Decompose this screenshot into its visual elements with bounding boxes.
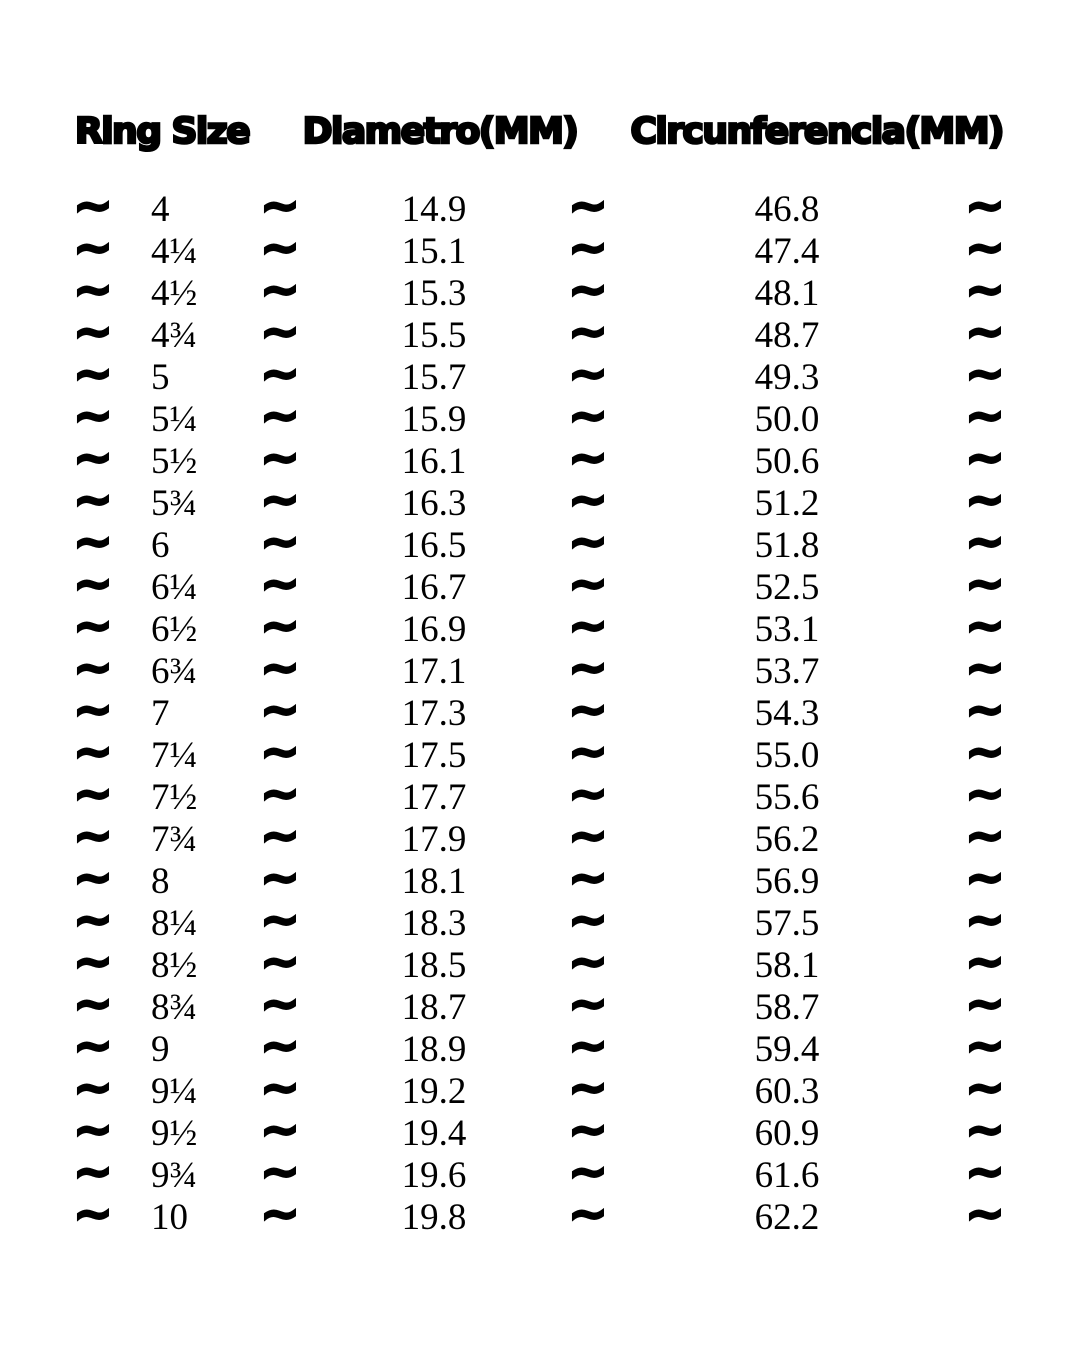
circunferencia-value: 60.9 [754, 1113, 820, 1155]
tilde-separator-icon: ~ [72, 1185, 114, 1242]
table-row [0, 303, 1080, 360]
tilde-separator-icon: ~ [567, 933, 609, 990]
circunferencia-value: 51.8 [754, 525, 820, 567]
tilde-separator-icon: ~ [259, 219, 301, 276]
table-row [0, 681, 1080, 738]
tilde-separator-icon: ~ [964, 1185, 1006, 1242]
diametro-value: 14.9 [401, 189, 467, 231]
tilde-separator-icon: ~ [259, 1143, 301, 1200]
tilde-separator-icon: ~ [964, 429, 1006, 486]
tilde-separator-icon: ~ [72, 429, 114, 486]
tilde-separator-icon: ~ [72, 303, 114, 360]
circunferencia-value: 51.2 [754, 483, 820, 525]
circunferencia-value: 50.0 [754, 399, 820, 441]
table-row [0, 261, 1080, 318]
circunferencia-value: 49.3 [754, 357, 820, 399]
tilde-separator-icon: ~ [964, 849, 1006, 906]
tilde-separator-icon: ~ [964, 639, 1006, 696]
tilde-separator-icon: ~ [72, 891, 114, 948]
tilde-separator-icon: ~ [259, 765, 301, 822]
circunferencia-value: 60.3 [754, 1071, 820, 1113]
ring-size-value: 9¾ [151, 1155, 198, 1197]
table-row [0, 723, 1080, 780]
tilde-separator-icon: ~ [259, 513, 301, 570]
tilde-separator-icon: ~ [259, 639, 301, 696]
ring-size-value: 7¾ [151, 819, 198, 861]
tilde-separator-icon: ~ [964, 555, 1006, 612]
tilde-separator-icon: ~ [964, 975, 1006, 1032]
tilde-separator-icon: ~ [259, 1017, 301, 1074]
tilde-separator-icon: ~ [964, 891, 1006, 948]
diametro-value: 18.5 [401, 945, 467, 987]
circunferencia-value: 58.1 [754, 945, 820, 987]
table-row [0, 513, 1080, 570]
diametro-value: 17.3 [401, 693, 467, 735]
ring-size-value: 5¾ [151, 483, 198, 525]
tilde-separator-icon: ~ [567, 1185, 609, 1242]
tilde-separator-icon: ~ [964, 1143, 1006, 1200]
diametro-value: 15.1 [401, 231, 467, 273]
circunferencia-value: 56.2 [754, 819, 820, 861]
column-header-circunferencia: Circunferencia(MM) [630, 111, 1003, 152]
tilde-separator-icon: ~ [72, 681, 114, 738]
tilde-separator-icon: ~ [567, 1101, 609, 1158]
table-row [0, 387, 1080, 444]
tilde-separator-icon: ~ [259, 555, 301, 612]
column-header-ring-size: Ring Size [75, 111, 250, 152]
tilde-separator-icon: ~ [964, 303, 1006, 360]
diametro-value: 18.3 [401, 903, 467, 945]
circunferencia-value: 53.1 [754, 609, 820, 651]
tilde-separator-icon: ~ [567, 1059, 609, 1116]
diametro-value: 15.5 [401, 315, 467, 357]
diametro-value: 17.5 [401, 735, 467, 777]
diametro-value: 16.5 [401, 525, 467, 567]
circunferencia-value: 50.6 [754, 441, 820, 483]
tilde-separator-icon: ~ [964, 387, 1006, 444]
ring-size-value: 4¼ [151, 231, 198, 273]
tilde-separator-icon: ~ [567, 429, 609, 486]
circunferencia-value: 48.7 [754, 315, 820, 357]
ring-size-value: 7 [151, 693, 170, 735]
tilde-separator-icon: ~ [72, 1017, 114, 1074]
circunferencia-value: 56.9 [754, 861, 820, 903]
diametro-value: 18.1 [401, 861, 467, 903]
tilde-separator-icon: ~ [259, 891, 301, 948]
table-row [0, 933, 1080, 990]
tilde-separator-icon: ~ [567, 975, 609, 1032]
tilde-separator-icon: ~ [567, 345, 609, 402]
diametro-value: 18.9 [401, 1029, 467, 1071]
tilde-separator-icon: ~ [567, 639, 609, 696]
tilde-separator-icon: ~ [72, 177, 114, 234]
table-row [0, 597, 1080, 654]
tilde-separator-icon: ~ [259, 807, 301, 864]
circunferencia-value: 58.7 [754, 987, 820, 1029]
ring-size-value: 8¾ [151, 987, 198, 1029]
tilde-separator-icon: ~ [259, 723, 301, 780]
ring-size-value: 9¼ [151, 1071, 198, 1113]
diametro-value: 19.2 [401, 1071, 467, 1113]
tilde-separator-icon: ~ [259, 1059, 301, 1116]
diametro-value: 18.7 [401, 987, 467, 1029]
diametro-value: 16.3 [401, 483, 467, 525]
diametro-value: 17.7 [401, 777, 467, 819]
ring-size-value: 4 [151, 189, 170, 231]
ring-size-value: 10 [151, 1197, 188, 1239]
circunferencia-value: 55.0 [754, 735, 820, 777]
tilde-separator-icon: ~ [72, 975, 114, 1032]
ring-size-value: 9 [151, 1029, 170, 1071]
tilde-separator-icon: ~ [567, 597, 609, 654]
table-header [0, 0, 1080, 152]
tilde-separator-icon: ~ [964, 723, 1006, 780]
tilde-separator-icon: ~ [964, 765, 1006, 822]
table-row [0, 471, 1080, 528]
circunferencia-value: 62.2 [754, 1197, 820, 1239]
tilde-separator-icon: ~ [964, 471, 1006, 528]
table-row [0, 1185, 1080, 1242]
tilde-separator-icon: ~ [72, 639, 114, 696]
table-row [0, 1101, 1080, 1158]
diametro-value: 16.1 [401, 441, 467, 483]
circunferencia-value: 52.5 [754, 567, 820, 609]
circunferencia-value: 55.6 [754, 777, 820, 819]
tilde-separator-icon: ~ [964, 177, 1006, 234]
tilde-separator-icon: ~ [964, 1059, 1006, 1116]
tilde-separator-icon: ~ [259, 177, 301, 234]
tilde-separator-icon: ~ [964, 513, 1006, 570]
circunferencia-value: 61.6 [754, 1155, 820, 1197]
circunferencia-value: 48.1 [754, 273, 820, 315]
tilde-separator-icon: ~ [259, 261, 301, 318]
ring-size-value: 5½ [151, 441, 198, 483]
ring-size-value: 8½ [151, 945, 198, 987]
diametro-value: 19.8 [401, 1197, 467, 1239]
table-row [0, 639, 1080, 696]
tilde-separator-icon: ~ [72, 555, 114, 612]
tilde-separator-icon: ~ [567, 723, 609, 780]
tilde-separator-icon: ~ [259, 933, 301, 990]
diametro-value: 16.7 [401, 567, 467, 609]
diametro-value: 19.6 [401, 1155, 467, 1197]
ring-size-value: 7½ [151, 777, 198, 819]
table-row [0, 555, 1080, 612]
diametro-value: 16.9 [401, 609, 467, 651]
ring-size-value: 7¼ [151, 735, 198, 777]
tilde-separator-icon: ~ [964, 219, 1006, 276]
tilde-separator-icon: ~ [72, 933, 114, 990]
tilde-separator-icon: ~ [567, 387, 609, 444]
tilde-separator-icon: ~ [259, 345, 301, 402]
tilde-separator-icon: ~ [567, 303, 609, 360]
tilde-separator-icon: ~ [964, 681, 1006, 738]
table-row [0, 429, 1080, 486]
tilde-separator-icon: ~ [72, 513, 114, 570]
diametro-value: 15.3 [401, 273, 467, 315]
ring-size-value: 8 [151, 861, 170, 903]
tilde-separator-icon: ~ [259, 429, 301, 486]
tilde-separator-icon: ~ [964, 933, 1006, 990]
ring-size-value: 4¾ [151, 315, 198, 357]
tilde-separator-icon: ~ [567, 177, 609, 234]
diametro-value: 15.9 [401, 399, 467, 441]
table-row [0, 1017, 1080, 1074]
tilde-separator-icon: ~ [567, 555, 609, 612]
table-row [0, 345, 1080, 402]
tilde-separator-icon: ~ [72, 345, 114, 402]
tilde-separator-icon: ~ [72, 807, 114, 864]
tilde-separator-icon: ~ [964, 1017, 1006, 1074]
tilde-separator-icon: ~ [72, 597, 114, 654]
tilde-separator-icon: ~ [259, 681, 301, 738]
tilde-separator-icon: ~ [259, 975, 301, 1032]
tilde-separator-icon: ~ [259, 303, 301, 360]
tilde-separator-icon: ~ [567, 261, 609, 318]
diametro-value: 17.1 [401, 651, 467, 693]
tilde-separator-icon: ~ [72, 849, 114, 906]
ring-size-value: 5¼ [151, 399, 198, 441]
table-rows [0, 177, 1080, 1242]
tilde-separator-icon: ~ [567, 765, 609, 822]
ring-size-value: 6¼ [151, 567, 198, 609]
table-row [0, 1143, 1080, 1200]
diametro-value: 15.7 [401, 357, 467, 399]
tilde-separator-icon: ~ [259, 849, 301, 906]
tilde-separator-icon: ~ [964, 261, 1006, 318]
tilde-separator-icon: ~ [72, 765, 114, 822]
tilde-separator-icon: ~ [259, 1185, 301, 1242]
tilde-separator-icon: ~ [567, 219, 609, 276]
tilde-separator-icon: ~ [72, 1143, 114, 1200]
tilde-separator-icon: ~ [72, 219, 114, 276]
tilde-separator-icon: ~ [72, 1059, 114, 1116]
circunferencia-value: 46.8 [754, 189, 820, 231]
tilde-separator-icon: ~ [72, 387, 114, 444]
table-row [0, 177, 1080, 234]
tilde-separator-icon: ~ [72, 471, 114, 528]
circunferencia-value: 57.5 [754, 903, 820, 945]
table-row [0, 891, 1080, 948]
tilde-separator-icon: ~ [567, 1017, 609, 1074]
tilde-separator-icon: ~ [567, 1143, 609, 1200]
tilde-separator-icon: ~ [567, 807, 609, 864]
tilde-separator-icon: ~ [72, 723, 114, 780]
tilde-separator-icon: ~ [72, 1101, 114, 1158]
tilde-separator-icon: ~ [259, 471, 301, 528]
tilde-separator-icon: ~ [567, 849, 609, 906]
tilde-separator-icon: ~ [72, 261, 114, 318]
tilde-separator-icon: ~ [567, 471, 609, 528]
table-row [0, 807, 1080, 864]
tilde-separator-icon: ~ [567, 513, 609, 570]
ring-size-value: 6½ [151, 609, 198, 651]
tilde-separator-icon: ~ [964, 597, 1006, 654]
tilde-separator-icon: ~ [964, 807, 1006, 864]
ring-size-value: 6 [151, 525, 170, 567]
tilde-separator-icon: ~ [567, 891, 609, 948]
circunferencia-value: 53.7 [754, 651, 820, 693]
ring-size-value: 9½ [151, 1113, 198, 1155]
table-row [0, 849, 1080, 906]
tilde-separator-icon: ~ [964, 345, 1006, 402]
tilde-separator-icon: ~ [964, 1101, 1006, 1158]
tilde-separator-icon: ~ [567, 681, 609, 738]
column-header-diametro: Diametro(MM) [302, 111, 578, 152]
table-row [0, 219, 1080, 276]
tilde-separator-icon: ~ [259, 597, 301, 654]
ring-size-value: 5 [151, 357, 170, 399]
ring-size-value: 4½ [151, 273, 198, 315]
ring-size-value: 6¾ [151, 651, 198, 693]
tilde-separator-icon: ~ [259, 387, 301, 444]
table-row [0, 765, 1080, 822]
diametro-value: 19.4 [401, 1113, 467, 1155]
circunferencia-value: 47.4 [754, 231, 820, 273]
diametro-value: 17.9 [401, 819, 467, 861]
table-row [0, 1059, 1080, 1116]
circunferencia-value: 59.4 [754, 1029, 820, 1071]
ring-size-value: 8¼ [151, 903, 198, 945]
circunferencia-value: 54.3 [754, 693, 820, 735]
tilde-separator-icon: ~ [259, 1101, 301, 1158]
table-row [0, 975, 1080, 1032]
